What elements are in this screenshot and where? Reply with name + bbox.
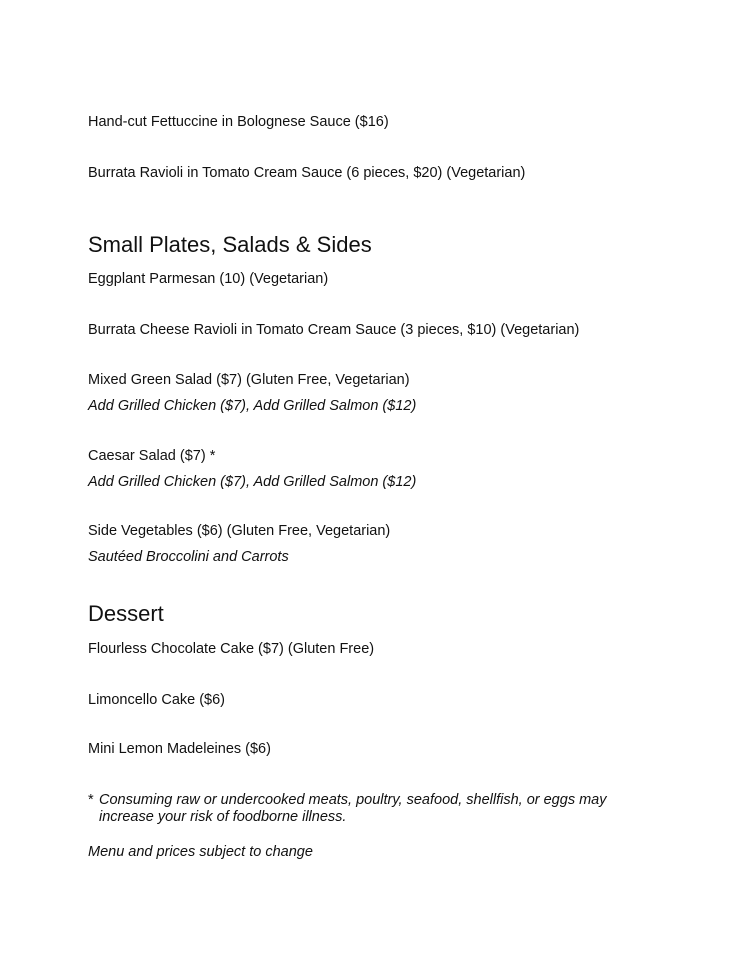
menu-item-mixed-green-salad: Mixed Green Salad ($7) (Gluten Free, Vegetarian) xyxy=(88,372,410,388)
section-heading-small-plates: Small Plates, Salads & Sides xyxy=(88,232,372,257)
footnote-text: Consuming raw or undercooked meats, poultry, seafood, shellfish, or eggs may increase your risk of foodborne illness. xyxy=(99,792,607,825)
menu-item-note-caesar-salad: Add Grilled Chicken ($7), Add Grilled Salmon ($12) xyxy=(88,474,417,490)
menu-item-limoncello-cake: Limoncello Cake ($6) xyxy=(88,692,226,708)
menu-item-mini-lemon-madeleines: Mini Lemon Madeleines ($6) xyxy=(88,741,271,757)
menu-item-flourless-chocolate-cake: Flourless Chocolate Cake ($7) (Gluten Free) xyxy=(88,641,375,657)
menu-disclaimer: Menu and prices subject to change xyxy=(88,844,313,860)
section-heading-dessert: Dessert xyxy=(88,601,164,626)
menu-item-note-mixed-green-salad: Add Grilled Chicken ($7), Add Grilled Salmon ($12) xyxy=(88,398,417,414)
raw-food-footnote xyxy=(88,792,648,826)
menu-item-note-side-vegetables: Sautéed Broccolini and Carrots xyxy=(88,549,289,565)
menu-item-burrata-ravioli: Burrata Ravioli in Tomato Cream Sauce (6 pieces, $20) (Vegetarian) xyxy=(88,165,526,181)
menu-item-side-vegetables: Side Vegetables ($6) (Gluten Free, Vegetarian) xyxy=(88,523,391,539)
menu-item-caesar-salad: Caesar Salad ($7) * xyxy=(88,448,216,464)
menu-item-fettuccine: Hand-cut Fettuccine in Bolognese Sauce ($16) xyxy=(88,114,389,130)
footnote-asterisk: * xyxy=(88,792,94,808)
menu-item-eggplant-parmesan: Eggplant Parmesan (10) (Vegetarian) xyxy=(88,271,329,287)
menu-item-burrata-cheese-ravioli: Burrata Cheese Ravioli in Tomato Cream Sauce (3 pieces, $10) (Vegetarian) xyxy=(88,322,580,338)
